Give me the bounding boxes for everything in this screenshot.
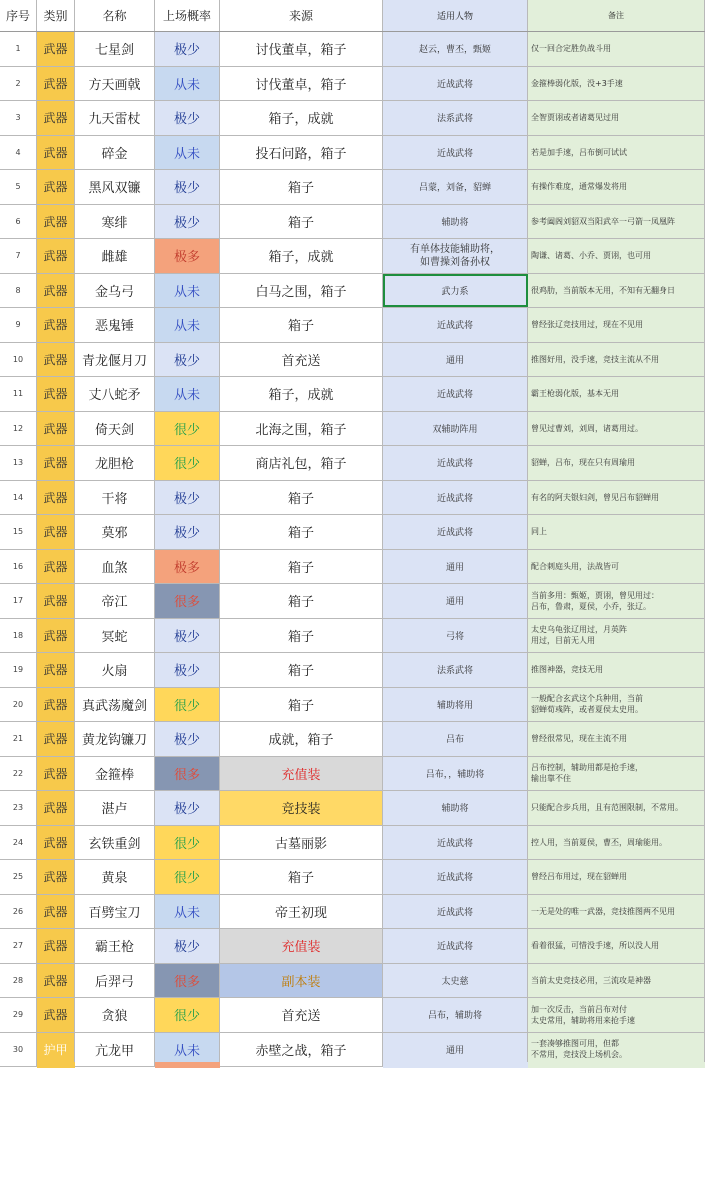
table-row [0, 170, 705, 205]
cell-applicable-heroes[interactable]: 吕蒙，刘备，貂蝉 [383, 170, 528, 204]
cell-no[interactable]: 16 [0, 550, 37, 584]
cell-applicable-heroes[interactable]: 赵云，曹丕，甄姬 [383, 32, 528, 66]
cell-category[interactable]: 武器 [37, 32, 75, 66]
cell-probability[interactable]: 从未 [155, 308, 220, 342]
table-row [0, 377, 705, 412]
cell-probability[interactable]: 从未 [155, 1033, 220, 1067]
cell-applicable-heroes[interactable]: 有单体技能辅助将， 如曹操刘备孙权 [383, 239, 528, 273]
cell-source[interactable]: 箱子 [220, 584, 383, 618]
cell-item-name[interactable]: 亢龙甲 [75, 1033, 155, 1067]
cell-no[interactable]: 8 [0, 274, 37, 308]
cell-no[interactable]: 7 [0, 239, 37, 273]
cell-item-name[interactable]: 莫邪 [75, 515, 155, 549]
cell-no[interactable]: 23 [0, 791, 37, 825]
cell-probability[interactable]: 很多 [155, 964, 220, 998]
cell-source[interactable]: 首充送 [220, 343, 383, 377]
cell-applicable-heroes[interactable]: 近战武将 [383, 515, 528, 549]
cell-applicable-heroes[interactable]: 吕布 [383, 722, 528, 756]
cell-item-name[interactable]: 方天画戟 [75, 67, 155, 101]
cell-source[interactable]: 讨伐董卓，箱子 [220, 67, 383, 101]
cell-probability[interactable]: 从未 [155, 274, 220, 308]
table-row [0, 32, 705, 67]
cell-category[interactable]: 武器 [37, 757, 75, 791]
cell-item-name[interactable]: 寒绯 [75, 205, 155, 239]
table-row [0, 860, 705, 895]
cell-source[interactable]: 投石问路，箱子 [220, 136, 383, 170]
cell-probability[interactable]: 极少 [155, 929, 220, 963]
table-row [0, 136, 705, 171]
table-row [0, 653, 705, 688]
header-applicable-heroes[interactable]: 适用人物 [383, 0, 528, 31]
cell-source[interactable]: 箱子 [220, 205, 383, 239]
cell-category[interactable]: 武器 [37, 101, 75, 135]
cell-source[interactable]: 充值装 [220, 929, 383, 963]
cell-source[interactable]: 讨伐董卓，箱子 [220, 32, 383, 66]
cell-probability[interactable]: 很少 [155, 998, 220, 1032]
cell-note[interactable]: 曾经很常见，现在主流不用 [528, 722, 705, 756]
cell-note[interactable]: 当前多用：甄姬，贾诩，曾见用过： 吕布，鲁肃，夏侯，小乔，张辽。 [528, 584, 705, 618]
cell-probability[interactable]: 极少 [155, 619, 220, 653]
table-row [0, 895, 705, 930]
cell-no[interactable]: 26 [0, 895, 37, 929]
cell-applicable-heroes[interactable]: 法系武将 [383, 101, 528, 135]
cell-probability[interactable]: 很少 [155, 688, 220, 722]
cell-source[interactable]: 竞技装 [220, 791, 383, 825]
cell-item-name[interactable]: 后羿弓 [75, 964, 155, 998]
cell-applicable-heroes[interactable]: 吕布，辅助将 [383, 998, 528, 1032]
cell-item-name[interactable]: 霸王枪 [75, 929, 155, 963]
cell-applicable-heroes[interactable]: 近战武将 [383, 67, 528, 101]
cell-applicable-heroes[interactable]: 辅助将 [383, 205, 528, 239]
cell-item-name[interactable]: 黄龙钩镰刀 [75, 722, 155, 756]
cell-item-name[interactable]: 碎金 [75, 136, 155, 170]
cell-note[interactable]: 一般配合玄武这个兵种用，当前 貂蝉荀彧阵，或者夏侯太史用。 [528, 688, 705, 722]
cell-source[interactable]: 箱子 [220, 860, 383, 894]
cell-probability[interactable]: 极少 [155, 101, 220, 135]
cell-note[interactable]: 有名的阿夫银妇剑，曾见吕布貂蝉用 [528, 481, 705, 515]
cell-note[interactable]: 全智贾诩或者诸葛见过用 [528, 101, 705, 135]
cell-applicable-heroes[interactable]: 近战武将 [383, 308, 528, 342]
cell-applicable-heroes[interactable]: 吕布，，辅助将 [383, 757, 528, 791]
cell-source[interactable]: 箱子，成就 [220, 377, 383, 411]
cell-probability[interactable]: 从未 [155, 377, 220, 411]
cell-item-name[interactable]: 龙胆枪 [75, 446, 155, 480]
table-row [0, 998, 705, 1033]
header-source[interactable]: 来源 [220, 0, 383, 31]
table-row [0, 619, 705, 654]
table-row [0, 205, 705, 240]
cell-probability[interactable]: 极少 [155, 170, 220, 204]
cell-note[interactable]: 太史乌龟张辽用过，月英阵 用过，目前无人用 [528, 619, 705, 653]
cell-no[interactable]: 29 [0, 998, 37, 1032]
cell-note[interactable]: 金箍棒弱化版，没+3手速 [528, 67, 705, 101]
cell-category[interactable]: 武器 [37, 895, 75, 929]
cell-no[interactable]: 19 [0, 653, 37, 687]
cell-no[interactable]: 28 [0, 964, 37, 998]
cell-category[interactable]: 武器 [37, 826, 75, 860]
cell-item-name[interactable]: 帝江 [75, 584, 155, 618]
cell-item-name[interactable]: 雌雄 [75, 239, 155, 273]
cell-category[interactable]: 武器 [37, 791, 75, 825]
table-row [0, 239, 705, 274]
cell-note[interactable]: 若是加手速，吕布倒可试试 [528, 136, 705, 170]
next-row-peek [0, 1062, 705, 1068]
cell-source[interactable]: 箱子 [220, 308, 383, 342]
cell-source[interactable]: 箱子 [220, 515, 383, 549]
cell-category[interactable]: 武器 [37, 136, 75, 170]
cell-source[interactable]: 古墓丽影 [220, 826, 383, 860]
table-row [0, 101, 705, 136]
cell-category[interactable]: 武器 [37, 481, 75, 515]
cell-source[interactable]: 成就，箱子 [220, 722, 383, 756]
cell-applicable-heroes[interactable]: 近战武将 [383, 929, 528, 963]
cell-source[interactable]: 箱子 [220, 481, 383, 515]
cell-source[interactable]: 商店礼包，箱子 [220, 446, 383, 480]
cell-probability[interactable]: 极少 [155, 205, 220, 239]
cell-item-name[interactable]: 冥蛇 [75, 619, 155, 653]
cell-applicable-heroes[interactable]: 近战武将 [383, 377, 528, 411]
cell-item-name[interactable]: 金箍棒 [75, 757, 155, 791]
cell-source[interactable]: 箱子 [220, 619, 383, 653]
cell-no[interactable]: 20 [0, 688, 37, 722]
cell-note[interactable]: 同上 [528, 515, 705, 549]
cell-applicable-heroes[interactable]: 近战武将 [383, 860, 528, 894]
cell-item-name[interactable]: 倚天剑 [75, 412, 155, 446]
cell-item-name[interactable]: 血煞 [75, 550, 155, 584]
cell-applicable-heroes[interactable]: 武力系 [383, 274, 528, 308]
cell-category[interactable]: 武器 [37, 515, 75, 549]
cell-note[interactable]: 看着很猛，可惜没手速，所以没人用 [528, 929, 705, 963]
cell-applicable-heroes[interactable]: 太史慈 [383, 964, 528, 998]
cell-category[interactable]: 武器 [37, 998, 75, 1032]
cell-category[interactable]: 武器 [37, 653, 75, 687]
cell-note[interactable]: 加一次反击，当前吕布对付 太史常用，辅助将用来抢手速 [528, 998, 705, 1032]
cell-probability[interactable]: 极少 [155, 343, 220, 377]
cell-probability[interactable]: 很多 [155, 584, 220, 618]
cell-note[interactable]: 一套凑够推图可用，但都 不常用，竞技没上场机会。 [528, 1033, 705, 1067]
cell-note[interactable]: 吕布控制，辅助用都是抢手速， 输出靠不住 [528, 757, 705, 791]
cell-applicable-heroes[interactable]: 辅助将用 [383, 688, 528, 722]
cell-item-name[interactable]: 黄泉 [75, 860, 155, 894]
cell-probability[interactable]: 很少 [155, 860, 220, 894]
cell-no[interactable]: 30 [0, 1033, 37, 1067]
cell-category[interactable]: 武器 [37, 722, 75, 756]
cell-no[interactable]: 24 [0, 826, 37, 860]
cell-source[interactable]: 白马之围，箱子 [220, 274, 383, 308]
cell-category[interactable]: 武器 [37, 619, 75, 653]
cell-note[interactable]: 曾见过曹刘，刘周，诸葛用过。 [528, 412, 705, 446]
cell-note[interactable]: 配合刺庭头用，法战皆可 [528, 550, 705, 584]
cell-category[interactable]: 武器 [37, 860, 75, 894]
cell-category[interactable]: 武器 [37, 239, 75, 273]
cell-item-name[interactable]: 恶鬼锤 [75, 308, 155, 342]
cell-note[interactable]: 控人用，当前夏侯，曹丕，周瑜能用。 [528, 826, 705, 860]
cell-source[interactable]: 箱子 [220, 653, 383, 687]
cell-item-name[interactable]: 七星剑 [75, 32, 155, 66]
cell-no[interactable]: 14 [0, 481, 37, 515]
cell-category[interactable]: 武器 [37, 170, 75, 204]
cell-note[interactable]: 貂蝉，吕布，现在只有周瑜用 [528, 446, 705, 480]
table-row [0, 929, 705, 964]
cell-source[interactable]: 充值装 [220, 757, 383, 791]
table-row [0, 67, 705, 102]
cell-item-name[interactable]: 贪狼 [75, 998, 155, 1032]
cell-applicable-heroes[interactable]: 近战武将 [383, 895, 528, 929]
cell-probability[interactable]: 很少 [155, 446, 220, 480]
cell-category[interactable]: 武器 [37, 688, 75, 722]
cell-source[interactable]: 北海之围，箱子 [220, 412, 383, 446]
cell-no[interactable]: 12 [0, 412, 37, 446]
cell-applicable-heroes[interactable]: 通用 [383, 1033, 528, 1067]
cell-category[interactable]: 武器 [37, 446, 75, 480]
cell-source[interactable]: 箱子，成就 [220, 239, 383, 273]
cell-applicable-heroes[interactable]: 通用 [383, 550, 528, 584]
cell-no[interactable]: 2 [0, 67, 37, 101]
cell-category[interactable]: 武器 [37, 308, 75, 342]
table-row [0, 826, 705, 861]
cell-source[interactable]: 帝王初现 [220, 895, 383, 929]
cell-no[interactable]: 25 [0, 860, 37, 894]
cell-applicable-heroes[interactable]: 近战武将 [383, 446, 528, 480]
cell-source[interactable]: 箱子 [220, 688, 383, 722]
cell-applicable-heroes[interactable]: 近战武将 [383, 481, 528, 515]
header-category[interactable]: 类别 [37, 0, 75, 31]
cell-category[interactable]: 武器 [37, 274, 75, 308]
cell-note[interactable]: 当前太史竞技必用，三流攻是神器 [528, 964, 705, 998]
cell-note[interactable]: 推图好用，没手速，竞技主流从不用 [528, 343, 705, 377]
cell-no[interactable]: 5 [0, 170, 37, 204]
cell-item-name[interactable]: 湛卢 [75, 791, 155, 825]
cell-probability[interactable]: 极多 [155, 550, 220, 584]
cell-applicable-heroes[interactable]: 通用 [383, 343, 528, 377]
cell-note[interactable]: 一无是处的唯一武器，竞技推图两不见用 [528, 895, 705, 929]
cell-note[interactable]: 曾经吕布用过，现在貂蝉用 [528, 860, 705, 894]
cell-no[interactable]: 4 [0, 136, 37, 170]
cell-item-name[interactable]: 干将 [75, 481, 155, 515]
cell-probability[interactable]: 极少 [155, 32, 220, 66]
cell-no[interactable]: 3 [0, 101, 37, 135]
cell-probability[interactable]: 从未 [155, 67, 220, 101]
cell-note[interactable]: 霸王枪弱化版，基本无用 [528, 377, 705, 411]
cell-probability[interactable]: 极少 [155, 653, 220, 687]
cell-category[interactable]: 武器 [37, 343, 75, 377]
cell-category[interactable]: 武器 [37, 584, 75, 618]
cell-note[interactable]: 推图神器，竞技无用 [528, 653, 705, 687]
table-row [0, 481, 705, 516]
cell-probability[interactable]: 极少 [155, 722, 220, 756]
cell-item-name[interactable]: 百劈宝刀 [75, 895, 155, 929]
cell-probability[interactable]: 极少 [155, 791, 220, 825]
cell-category[interactable]: 护甲 [37, 1033, 75, 1067]
cell-probability[interactable]: 从未 [155, 136, 220, 170]
cell-probability[interactable]: 极多 [155, 239, 220, 273]
cell-source[interactable]: 副本装 [220, 964, 383, 998]
header-no[interactable]: 序号 [0, 0, 37, 31]
cell-item-name[interactable]: 火扇 [75, 653, 155, 687]
cell-source[interactable]: 箱子，成就 [220, 101, 383, 135]
cell-item-name[interactable]: 丈八蛇矛 [75, 377, 155, 411]
cell-item-name[interactable]: 九天雷杖 [75, 101, 155, 135]
cell-note[interactable]: 有操作难度，通常爆发将用 [528, 170, 705, 204]
table-row [0, 688, 705, 723]
cell-item-name[interactable]: 青龙偃月刀 [75, 343, 155, 377]
cell-probability[interactable]: 极少 [155, 481, 220, 515]
cell-probability[interactable]: 很少 [155, 826, 220, 860]
cell-no[interactable]: 1 [0, 32, 37, 66]
cell-applicable-heroes[interactable]: 辅助将 [383, 791, 528, 825]
cell-category[interactable]: 武器 [37, 67, 75, 101]
cell-applicable-heroes[interactable]: 通用 [383, 584, 528, 618]
cell-probability[interactable]: 从未 [155, 895, 220, 929]
cell-category[interactable]: 武器 [37, 412, 75, 446]
cell-no[interactable]: 17 [0, 584, 37, 618]
table-row [0, 515, 705, 550]
cell-category[interactable]: 武器 [37, 550, 75, 584]
header-notes[interactable]: 备注 [528, 0, 705, 31]
cell-item-name[interactable]: 真武荡魔剑 [75, 688, 155, 722]
table-row [0, 757, 705, 792]
cell-no[interactable]: 22 [0, 757, 37, 791]
cell-applicable-heroes[interactable]: 法系武将 [383, 653, 528, 687]
cell-no[interactable]: 6 [0, 205, 37, 239]
table-row [0, 550, 705, 585]
cell-no[interactable]: 9 [0, 308, 37, 342]
table-row [0, 446, 705, 481]
table-row [0, 308, 705, 343]
cell-item-name[interactable]: 黑风双镰 [75, 170, 155, 204]
cell-note[interactable]: 很鸡肋，当前版本无用，不知有无翻身日 [528, 274, 705, 308]
header-probability[interactable]: 上场概率 [155, 0, 220, 31]
table-row [0, 722, 705, 757]
cell-no[interactable]: 10 [0, 343, 37, 377]
table-row [0, 412, 705, 447]
cell-note[interactable]: 仅一回合定胜负战斗用 [528, 32, 705, 66]
cell-item-name[interactable]: 玄铁重剑 [75, 826, 155, 860]
cell-category[interactable]: 武器 [37, 377, 75, 411]
cell-probability[interactable]: 极少 [155, 515, 220, 549]
cell-no[interactable]: 15 [0, 515, 37, 549]
cell-no[interactable]: 13 [0, 446, 37, 480]
cell-source[interactable]: 赤壁之战，箱子 [220, 1033, 383, 1067]
table-row [0, 791, 705, 826]
cell-no[interactable]: 11 [0, 377, 37, 411]
cell-applicable-heroes[interactable]: 弓将 [383, 619, 528, 653]
table-row [0, 964, 705, 999]
cell-no[interactable]: 21 [0, 722, 37, 756]
cell-item-name[interactable]: 金乌弓 [75, 274, 155, 308]
cell-no[interactable]: 18 [0, 619, 37, 653]
cell-note[interactable]: 只能配合步兵用，且有范围限制，不常用。 [528, 791, 705, 825]
cell-note[interactable]: 陶谦、诸葛、小乔、贾诩，也可用 [528, 239, 705, 273]
table-row [0, 274, 705, 309]
cell-note[interactable]: 参考阖阁刘貂双当阳武卒一弓箭一凤凰阵 [528, 205, 705, 239]
cell-category[interactable]: 武器 [37, 929, 75, 963]
cell-category[interactable]: 武器 [37, 964, 75, 998]
cell-probability[interactable]: 很多 [155, 757, 220, 791]
header-name[interactable]: 名称 [75, 0, 155, 31]
cell-no[interactable]: 27 [0, 929, 37, 963]
cell-probability[interactable]: 很少 [155, 412, 220, 446]
cell-note[interactable]: 曾经张辽竞技用过，现在不见用 [528, 308, 705, 342]
table-row [0, 343, 705, 378]
cell-source[interactable]: 首充送 [220, 998, 383, 1032]
header-row [0, 0, 705, 32]
cell-category[interactable]: 武器 [37, 205, 75, 239]
cell-source[interactable]: 箱子 [220, 550, 383, 584]
cell-source[interactable]: 箱子 [220, 170, 383, 204]
cell-applicable-heroes[interactable]: 近战武将 [383, 826, 528, 860]
cell-applicable-heroes[interactable]: 双辅助阵用 [383, 412, 528, 446]
cell-applicable-heroes[interactable]: 近战武将 [383, 136, 528, 170]
table-row [0, 584, 705, 619]
